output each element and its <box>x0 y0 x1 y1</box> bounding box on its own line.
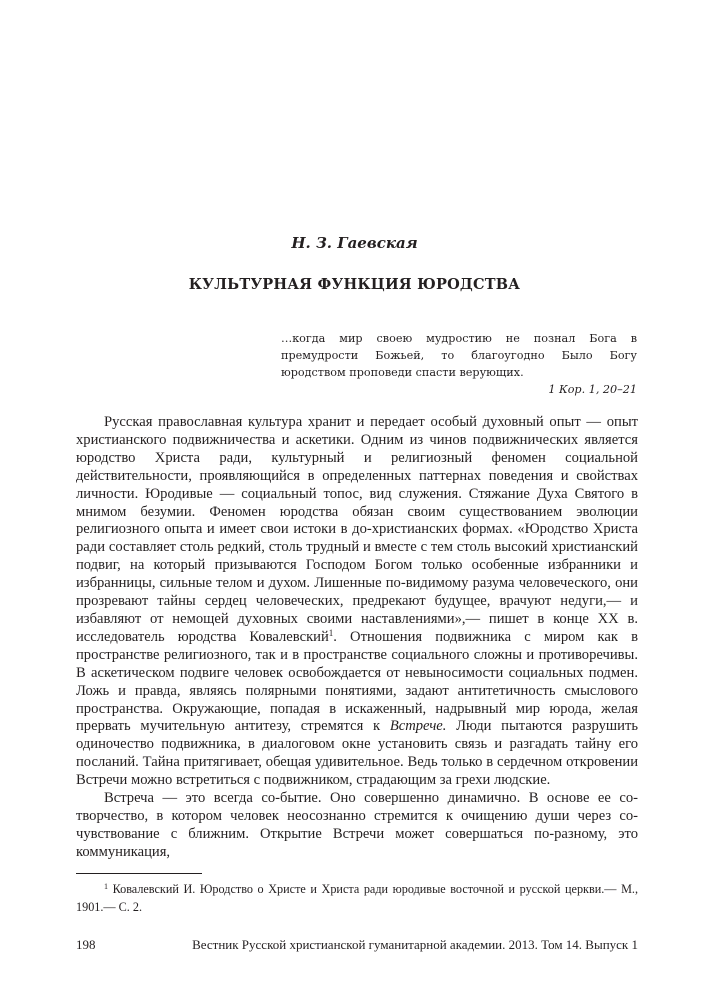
epigraph-text: …когда мир своею мудростию не познал Бога в премудрости Божьей, то благоугодно Было Богу юродством проповеди спасти верующих. <box>281 332 637 379</box>
journal-name: Вестник Русской христианской гуманитарной академии. 2013. Том 14. Выпуск 1 <box>192 937 638 952</box>
paragraph-1-part-b: . Отношения подвижника с миром как в пространстве религиозного, так и в пространстве социального сложны и противоречивы. В аскетическом подвиге человек освобождается от невыносимости социальных подмен. Ложь и правда, являясь полярными понятиями, задают антитетичность смыслового пространства. Окружающие, попадая в искаженный, надрывный мир юрода, желая прервать мучительную антитезу, стремятся к <box>76 628 638 735</box>
page-number: 198 <box>76 937 96 952</box>
paragraph-1 <box>76 414 638 790</box>
article-title: КУЛЬТУРНАЯ ФУНКЦИЯ ЮРОДСТВА <box>188 276 521 293</box>
emphasis-vstreche: Встрече. <box>389 718 447 735</box>
footnote-divider <box>76 873 202 874</box>
author-name: Н. З. Гаевская <box>291 234 418 252</box>
epigraph-source: 1 Кор. 1, 20–21 <box>548 383 637 396</box>
footnote-text: Ковалевский И. Юродство о Христе и Христа ради юродивые восточной и русской церкви.— М., 1901.— С. 2. <box>76 882 638 914</box>
footnote <box>76 880 638 916</box>
footnote-ref[interactable]: 1 <box>328 627 334 638</box>
footnote-number: 1 <box>104 882 108 891</box>
paragraph-1-part-c: Люди пытаются разрушить одиночество подвижника, в диалоговом окне установить связь и разгадать тайну его посланий. Тайна притягивает, обещая удивительное. Ведь только в сердечном откровении Встречи можно встретиться с подвижником, страдающим за грехи людские. <box>76 718 638 789</box>
epigraph <box>281 330 637 398</box>
article-body <box>76 414 638 862</box>
paragraph-1-part-a: Русская православная культура хранит и передает особый духовный опыт — опыт христианского подвижничества и аскетики. Одним из чинов подвижнических является юродство Христа ради, культурный и религиозный феномен социальной действительности, проявляющийся в определенных паттернах поведения и свойствах личности. Юродивые — социальный топос, вид служения. Стяжание Духа Святого в мнимом безумии. Феномен юродства обязан своим существованием эволюции религиозного опыта и имеет свои истоки в до-христианских формах. «Юродство Христа ради составляет столь редкий, столь трудный и вместе с тем столь высокий христианский подвиг, на который призываются Господом Богом только особенные избранники и избранницы, сильные телом и духом. Лишенные по-видимому разума человеческого, они прозревают тайны сердец человеческих, предрекают будущее, врачуют недуги,— и избавляют от немощей духовных своими наставлениями»,— пишет в конце XX в. исследователь юродства Ковалевский <box>76 414 638 645</box>
paragraph-2: Встреча — это всегда со-бытие. Оно совершенно динамично. В основе ее со-творчество, в котором человек неосознанно стремится к очищению души через со-чувствование с ближним. Открытие Встречи может совершаться по-разному, это коммуникация, <box>76 790 638 860</box>
